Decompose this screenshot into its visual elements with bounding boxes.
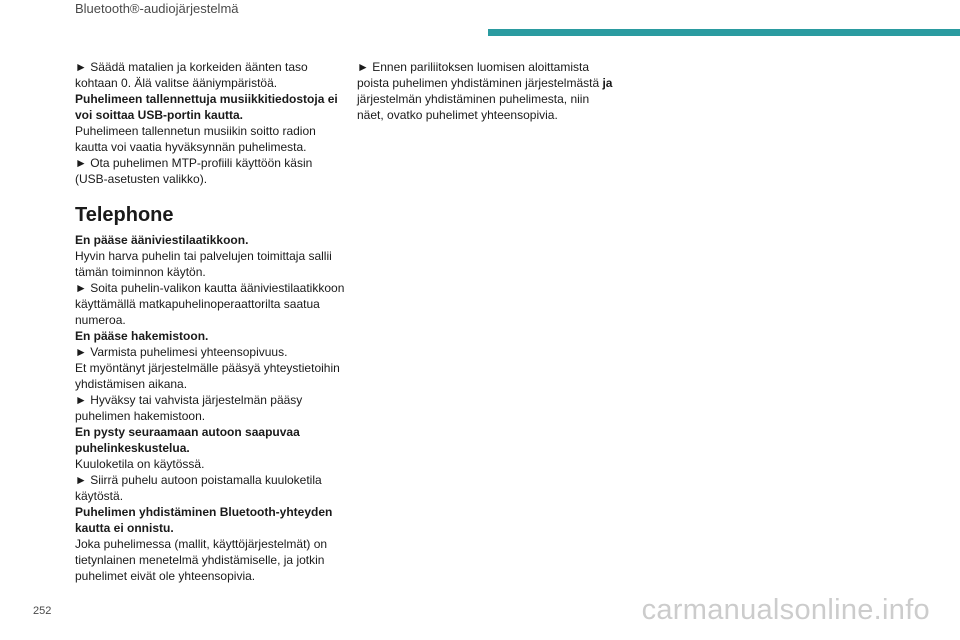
usb-step: ► Ota puhelimen MTP-profiili käyttöön käsin (USB-asetusten valikko). (75, 156, 313, 186)
left-column (75, 59, 345, 584)
page-number: 252 (33, 605, 52, 617)
usb-text: Puhelimeen tallennetun musiikin soitto radion kautta voi vaatia hyväksynnän puhelimesta. (75, 124, 316, 154)
bluetooth-heading: Puhelimen yhdistäminen Bluetooth-yhteyden kautta ei onnistu. (75, 505, 333, 535)
intro-text: ► Säädä matalien ja korkeiden äänten taso kohtaan 0. Älä valitse ääniympäristöä. (75, 60, 308, 90)
directory-heading: En pääse hakemistoon. (75, 329, 209, 343)
pairing-step-text-before: ► Ennen pariliitoksen luomisen aloittamista poista puhelimen yhdistäminen järjestelmästä (357, 60, 603, 90)
running-header-title: Bluetooth®-audiojärjestelmä (75, 1, 239, 16)
call-text: Kuuloketila on käytössä. (75, 457, 205, 471)
voicemail-step: ► Soita puhelin-valikon kautta ääniviestilaatikkoon käyttämällä matkapuhelinoperaattorilta saatua numeroa. (75, 281, 345, 327)
call-heading: En pysty seuraamaan autoon saapuvaa puhelinkeskustelua. (75, 425, 300, 455)
pairing-step (357, 59, 617, 123)
directory-step-2: ► Hyväksy tai vahvista järjestelmän pääsy puhelimen hakemistoon. (75, 393, 303, 423)
directory-text: Et myöntänyt järjestelmälle pääsyä yhteystietoihin yhdistämisen aikana. (75, 361, 340, 391)
right-column (357, 59, 617, 123)
watermark: carmanualsonline.info (641, 594, 930, 626)
bluetooth-text: Joka puhelimessa (mallit, käyttöjärjestelmät) on tietynlainen menetelmä yhdistämiselle, ja jotkin puhelimet eivät ole yhteensopivia. (75, 537, 328, 583)
voicemail-heading: En pääse ääniviestilaatikkoon. (75, 233, 249, 247)
usb-heading: Puhelimeen tallennettuja musiikkitiedostoja ei voi soittaa USB-portin kautta. (75, 92, 338, 122)
section-title: Telephone (75, 204, 174, 226)
header-accent-bar (488, 29, 960, 36)
pairing-step-text-bold: ja (602, 76, 613, 90)
voicemail-text: Hyvin harva puhelin tai palvelujen toimittaja sallii tämän toiminnon käytön. (75, 249, 332, 279)
directory-step-1: ► Varmista puhelimesi yhteensopivuus. (75, 345, 288, 359)
call-step: ► Siirrä puhelu autoon poistamalla kuuloketila käytöstä. (75, 473, 322, 503)
pairing-step-text-after: järjestelmän yhdistäminen puhelimesta, niin näet, ovatko puhelimet yhteensopivia. (357, 92, 590, 122)
